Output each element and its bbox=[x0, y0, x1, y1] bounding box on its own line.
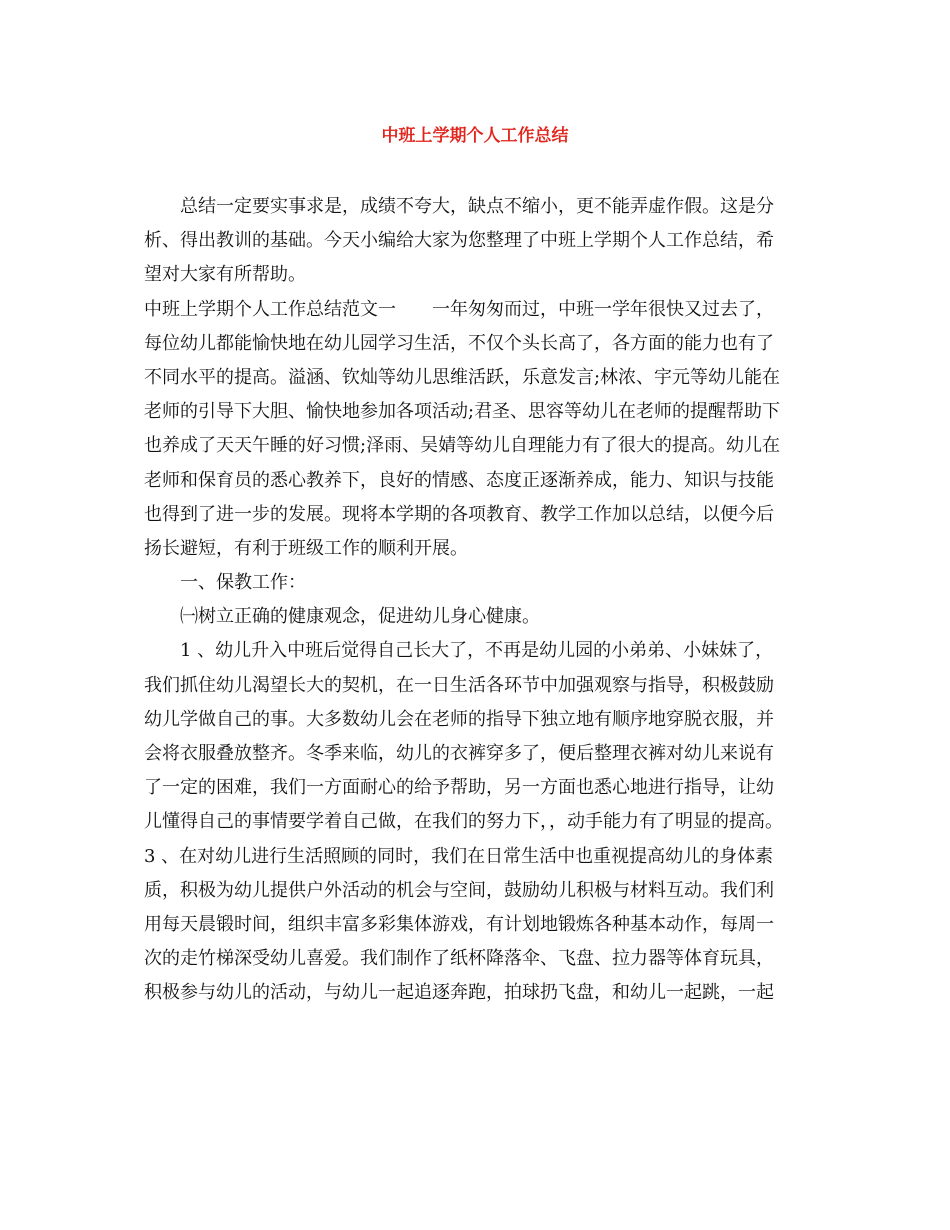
body-line: 了一定的困难，我们一方面耐心的给予帮助，另一方面也悉心地进行指导，让幼 bbox=[144, 777, 774, 799]
body-line: 老师的引导下大胆、愉快地参加各项活动;君圣、思容等幼儿在老师的提醒帮助下 bbox=[144, 401, 781, 423]
body-line: 总结一定要实事求是，成绩不夸大，缺点不缩小，更不能弄虚作假。这是分 bbox=[144, 196, 774, 217]
body-line: 儿懂得自己的事情要学着自己做，在我们的努力下，，动手能力有了明显的提高。 bbox=[144, 811, 783, 833]
body-line: 不同水平的提高。溢涵、钦灿等幼儿思维活跃，乐意发言;林浓、宇元等幼儿能在 bbox=[144, 366, 781, 388]
body-line: 幼儿学做自己的事。大多数幼儿会在老师的指导下独立地有顺序地穿脱衣服，并 bbox=[144, 708, 774, 730]
body-line: 中班上学期个人工作总结范文一 一年匆匆而过，中班一学年很快又过去了， bbox=[144, 298, 774, 320]
body-line: 一、保教工作： bbox=[144, 572, 306, 594]
body-line: 积极参与幼儿的活动，与幼儿一起追逐奔跑，拍球扔飞盘，和幼儿一起跳，一起 bbox=[144, 982, 774, 1004]
document-title: 中班上学期个人工作总结 bbox=[381, 126, 569, 146]
body-line: 会将衣服叠放整齐。冬季来临，幼儿的衣裤穿多了，便后整理衣裤对幼儿来说有 bbox=[144, 743, 774, 764]
body-line: 1 、幼儿升入中班后觉得自己长大了，不再是幼儿园的小弟弟、小妹妹了， bbox=[144, 640, 774, 662]
body-line: ㈠树立正确的健康观念，促进幼儿身心健康。 bbox=[144, 606, 540, 628]
body-line: 每位幼儿都能愉快地在幼儿园学习生活，不仅个头长高了，各方面的能力也有了 bbox=[144, 332, 774, 354]
document-body bbox=[144, 190, 809, 1011]
body-line: 望对大家有所帮助。 bbox=[144, 264, 306, 286]
body-line: 质，积极为幼儿提供户外活动的机会与空间，鼓励幼儿积极与材料互动。我们利 bbox=[144, 879, 774, 901]
body-line: 次的走竹梯深受幼儿喜爱。我们制作了纸杯降落伞、飞盘、拉力器等体育玩具， bbox=[144, 948, 774, 970]
body-line: 我们抓住幼儿渴望长大的契机，在一日生活各环节中加强观察与指导，积极鼓励 bbox=[144, 674, 774, 696]
body-line: 也养成了天天午睡的好习惯;泽雨、吴婧等幼儿自理能力有了很大的提高。幼儿在 bbox=[144, 435, 781, 457]
body-line: 扬长避短，有利于班级工作的顺利开展。 bbox=[144, 537, 468, 559]
body-line: 析、得出教训的基础。今天小编给大家为您整理了中班上学期个人工作总结，希 bbox=[144, 230, 774, 252]
body-line: 老师和保育员的悉心教养下，良好的情感、态度正逐渐养成，能力、知识与技能 bbox=[144, 469, 774, 491]
body-line: 用每天晨锻时间，组织丰富多彩集体游戏，有计划地锻炼各种基本动作，每周一 bbox=[144, 913, 774, 935]
body-line: 也得到了进一步的发展。现将本学期的各项教育、教学工作加以总结，以便今后 bbox=[144, 503, 774, 525]
body-line: 3 、在对幼儿进行生活照顾的同时，我们在日常生活中也重视提高幼儿的身体素 bbox=[144, 845, 774, 867]
